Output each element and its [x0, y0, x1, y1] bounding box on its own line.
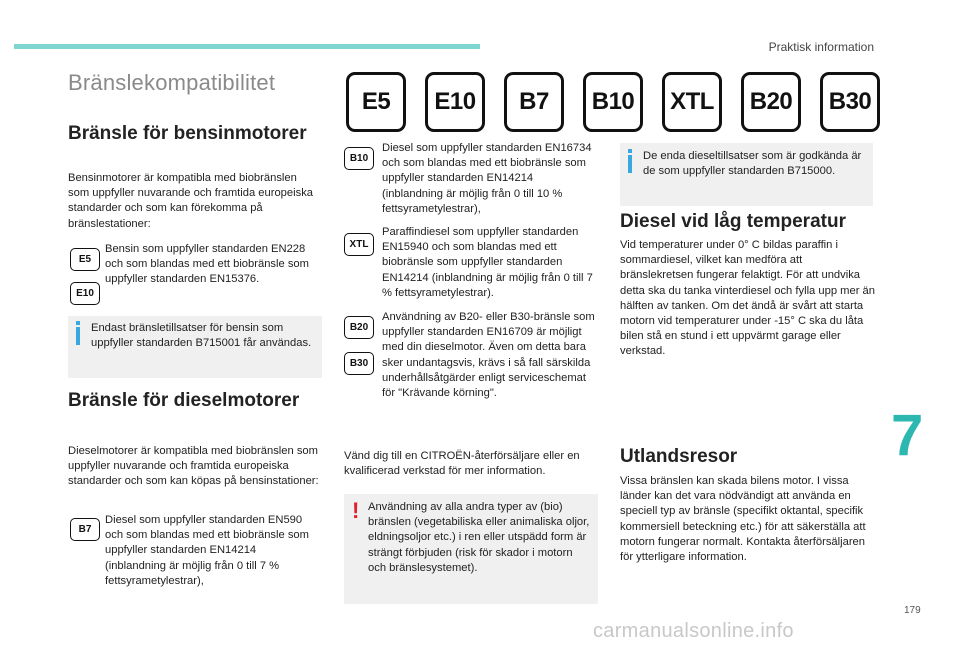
petrol-heading: Bränsle för bensinmotorer [68, 123, 307, 144]
b20-b30-item: Användning av B20- eller B30-bränsle som uppfyller standarden EN16709 är möjligt med din dieselmotor. Även om detta bara sker undantagsvis, krävs i så fall särskilda underhållsåtgärder enligt serviceschemat för "Krävande körning". [382, 311, 595, 400]
fuel-badge-b10: B10 [583, 72, 643, 132]
section-label: Praktisk information [768, 40, 874, 54]
info-icon [628, 149, 632, 173]
warning-exclamation-icon: ! [352, 498, 360, 523]
low-temp-heading: Diesel vid låg temperatur [620, 211, 846, 232]
diesel-heading: Bränsle för dieselmotorer [68, 390, 300, 411]
fuel-badge-b20: B20 [741, 72, 801, 132]
chapter-number: 7 [891, 403, 924, 468]
petrol-intro: Bensinmotorer är kompatibla med biobränslen som uppfyller nuvarande och framtida europeiska standarder och som kan förekomma på bränslestationer: [68, 172, 314, 230]
abroad-heading: Utlandsresor [620, 446, 738, 467]
diesel-additive-note-text: De enda dieseltillsatser som är godkända är de som uppfyller standarden B715000. [643, 150, 862, 178]
b20-badge: B20 [344, 316, 374, 339]
fuel-badge-e10: E10 [425, 72, 485, 132]
b30-badge: B30 [344, 352, 374, 375]
header-accent-bar [14, 44, 480, 49]
fuel-badge-b7: B7 [504, 72, 564, 132]
info-icon [76, 321, 80, 345]
watermark: carmanualsonline.info [593, 620, 794, 642]
b10-badge: B10 [344, 147, 374, 170]
low-temp-text: Vid temperaturer under 0° C bildas paraffin i sommardiesel, vilket kan medföra att bränslekretsen fungerar felaktigt. För att undvika detta ska du tanka vinterdiesel och fylla upp mer än hälften av tanken. Om det ändå är svårt att starta motorn vid temperaturer under -15° C ska du låta bilen stå en stund i ett uppvärmt garage eller verkstad. [620, 239, 875, 358]
fuel-badge-e5: E5 [346, 72, 406, 132]
b7-badge: B7 [70, 518, 100, 541]
xtl-item: Paraffindiesel som uppfyller standarden EN15940 och som blandas med ett biobränsle som uppfyller standarden EN14214 (inblandning är möjlig från 0 till 7 % fettsyrametylestrar). [382, 226, 593, 299]
warning-text: Användning av alla andra typer av (bio) bränslen (vegetabiliska eller animaliska oljor, eldningsoljor etc.) i ren eller utspädd form är strängt förbjuden (risk för skador i motorn och bränslesystemet). [368, 501, 590, 574]
petrol-item: Bensin som uppfyller standarden EN228 och som blandas med ett biobränsle som uppfyller standarden EN15376. [105, 243, 309, 286]
b7-item: Diesel som uppfyller standarden EN590 och som blandas med ett biobränsle som uppfyller standarden EN14214 (inblandning är möjlig från 0 till 7 % fettsyrametylestrar), [105, 514, 309, 587]
dealer-text: Vänd dig till en CITROËN-återförsäljare eller en kvalificerad verkstad för mer information. [344, 450, 580, 478]
fuel-badge-b30: B30 [820, 72, 880, 132]
fuel-badge-xtl: XTL [662, 72, 722, 132]
e5-badge: E5 [70, 248, 100, 271]
b10-item: Diesel som uppfyller standarden EN16734 och som blandas med ett biobränsle som uppfyller standarden EN14214 (inblandning är möjlig från 0 till 10 % fettsyrametylestrar), [382, 142, 592, 215]
xtl-badge: XTL [344, 233, 374, 256]
page-number: 179 [904, 605, 921, 616]
abroad-text: Vissa bränslen kan skada bilens motor. I vissa länder kan det vara nödvändigt att använda en speciell typ av bränsle (specifikt oktantal, specifik kommersiell beteckning etc.) för att säkerställa att motorn fungerar normalt. Kontakta återförsäljaren för ytterligare information. [620, 475, 866, 564]
diesel-intro: Dieselmotorer är kompatibla med biobränslen som uppfyller nuvarande och framtida europeiska standarder och som kan köpas på bensinstationer: [68, 445, 319, 488]
e10-badge: E10 [70, 282, 100, 305]
page-title: Bränslekompatibilitet [68, 70, 276, 95]
petrol-note-text: Endast bränsletillsatser för bensin som uppfyller standarden B715001 får användas. [91, 322, 312, 350]
